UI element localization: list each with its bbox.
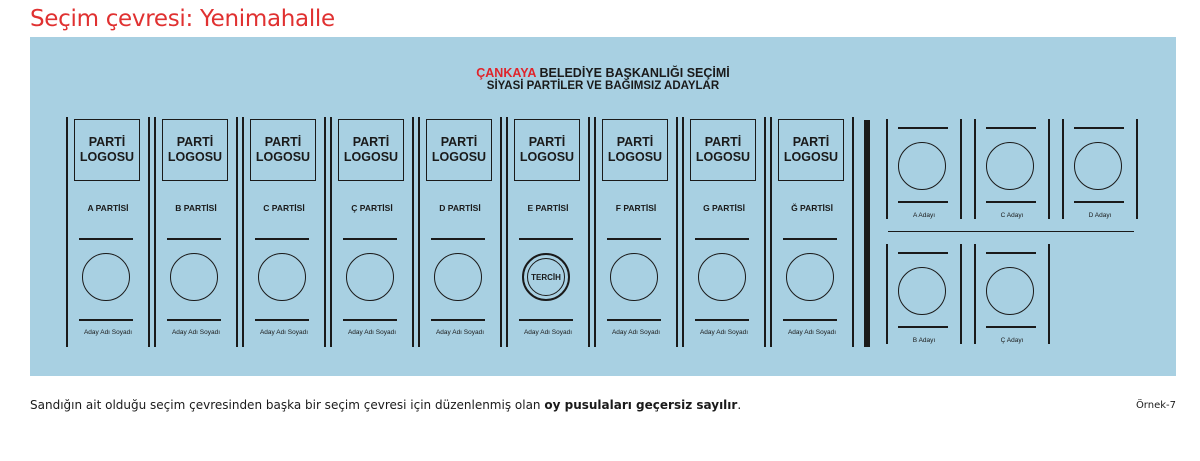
column-border [66, 117, 68, 347]
party-logo-text: PARTİ [616, 135, 654, 149]
divider-line [79, 238, 133, 240]
divider-line [898, 127, 948, 129]
party-logo-box [74, 119, 140, 181]
column-border [412, 117, 414, 347]
candidate-name: Aday Adı Soyadı [435, 329, 485, 336]
column-border [974, 244, 976, 344]
party-column [770, 117, 854, 347]
candidate-name: Aday Adı Soyadı [787, 329, 837, 336]
column-border [886, 119, 888, 219]
independent-candidate [1062, 119, 1138, 219]
column-border [588, 117, 590, 347]
party-column [506, 117, 590, 347]
divider-line [167, 238, 221, 240]
footer-note [30, 398, 741, 412]
party-logo-text: LOGOSU [431, 150, 487, 164]
column-border [1136, 119, 1138, 219]
party-column [242, 117, 326, 347]
column-border [852, 117, 854, 347]
party-column [594, 117, 678, 347]
divider-line [783, 319, 837, 321]
divider-line [986, 127, 1036, 129]
party-column [66, 117, 150, 347]
party-logo-text: LOGOSU [607, 150, 663, 164]
vote-circle[interactable] [786, 253, 834, 301]
party-logo-box [250, 119, 316, 181]
divider-line [255, 319, 309, 321]
column-border [974, 119, 976, 219]
divider-line [986, 326, 1036, 328]
party-logo-text: LOGOSU [255, 150, 311, 164]
vote-circle[interactable] [82, 253, 130, 301]
independent-name: B Adayı [912, 337, 936, 344]
divider-line [783, 238, 837, 240]
party-logo-box [162, 119, 228, 181]
divider-line [431, 238, 485, 240]
divider-line [1074, 201, 1124, 203]
vote-circle[interactable] [170, 253, 218, 301]
tercih-stamp[interactable] [522, 253, 570, 301]
party-name: Ğ PARTİSİ [791, 203, 833, 213]
vote-circle[interactable] [346, 253, 394, 301]
column-border [148, 117, 150, 347]
column-border [682, 117, 684, 347]
divider-line [343, 238, 397, 240]
divider-line [607, 238, 661, 240]
party-logo-text: LOGOSU [79, 150, 135, 164]
vote-circle[interactable] [434, 253, 482, 301]
divider-line [255, 238, 309, 240]
column-border [770, 117, 772, 347]
independent-candidate [886, 244, 962, 344]
party-logo-text: PARTİ [88, 135, 126, 149]
party-logo-text: PARTİ [440, 135, 478, 149]
candidate-name: Aday Adı Soyadı [171, 329, 221, 336]
vote-circle[interactable] [698, 253, 746, 301]
vote-circle[interactable] [898, 267, 946, 315]
party-logo-text: PARTİ [704, 135, 742, 149]
column-border [1048, 119, 1050, 219]
divider-line [695, 319, 749, 321]
independent-name: D Adayı [1088, 212, 1112, 219]
candidate-name: Aday Adı Soyadı [259, 329, 309, 336]
party-name: Ç PARTİSİ [351, 203, 393, 213]
footer-note-bold: oy pusulaları geçersiz sayılır [544, 398, 738, 412]
party-name: D PARTİSİ [439, 203, 481, 213]
vote-circle[interactable] [258, 253, 306, 301]
party-logo-box [426, 119, 492, 181]
party-logo-box [514, 119, 580, 181]
divider-line [519, 319, 573, 321]
divider-line [343, 319, 397, 321]
divider-line [167, 319, 221, 321]
independent-name: C Adayı [1000, 212, 1024, 219]
ballot-title [30, 66, 1176, 80]
party-name: B PARTİSİ [175, 203, 217, 213]
party-logo-text: LOGOSU [343, 150, 399, 164]
example-label: Örnek-7 [1135, 400, 1176, 411]
candidate-name: Aday Adı Soyadı [699, 329, 749, 336]
column-border [886, 244, 888, 344]
divider-line [79, 319, 133, 321]
party-column [682, 117, 766, 347]
footer-note-end: . [737, 398, 742, 412]
divider-line [519, 238, 573, 240]
party-logo-text: LOGOSU [167, 150, 223, 164]
column-border [154, 117, 156, 347]
vote-circle[interactable] [986, 142, 1034, 190]
column-border [594, 117, 596, 347]
divider-line [986, 201, 1036, 203]
column-border [330, 117, 332, 347]
party-name: A PARTİSİ [87, 203, 129, 213]
footer-note-text: Sandığın ait olduğu seçim çevresinden başka bir seçim çevresi için düzenlenmiş olan [30, 398, 545, 412]
party-column [154, 117, 238, 347]
party-name: F PARTİSİ [615, 203, 657, 213]
party-logo-text: LOGOSU [783, 150, 839, 164]
column-border [500, 117, 502, 347]
column-border [418, 117, 420, 347]
party-logo-text: PARTİ [528, 135, 566, 149]
divider-line [607, 319, 661, 321]
column-border [676, 117, 678, 347]
candidate-name: Aday Adı Soyadı [611, 329, 661, 336]
column-border [236, 117, 238, 347]
party-logo-box [338, 119, 404, 181]
candidate-name: Aday Adı Soyadı [347, 329, 397, 336]
party-logo-text: PARTİ [176, 135, 214, 149]
ballot-subtitle: SİYASİ PARTİLER VE BAĞIMSIZ ADAYLAR [486, 80, 720, 92]
section-divider [864, 120, 870, 347]
party-logo-text: PARTİ [264, 135, 302, 149]
divider-line [898, 201, 948, 203]
vote-circle[interactable] [610, 253, 658, 301]
divider-line [695, 238, 749, 240]
column-border [1062, 119, 1064, 219]
divider-line [986, 252, 1036, 254]
independent-candidate [886, 119, 962, 219]
page-title: Seçim çevresi: Yenimahalle [30, 6, 335, 32]
column-border [324, 117, 326, 347]
row-separator [888, 231, 1134, 232]
party-column [330, 117, 414, 347]
party-logo-text: LOGOSU [519, 150, 575, 164]
column-border [764, 117, 766, 347]
ballot-title-city: ÇANKAYA [476, 66, 536, 80]
divider-line [431, 319, 485, 321]
party-name: C PARTİSİ [263, 203, 305, 213]
party-name: E PARTİSİ [527, 203, 569, 213]
party-name: G PARTİSİ [703, 203, 745, 213]
ballot-title-rest: BELEDİYE BAŞKANLIĞI SEÇİMİ [535, 66, 730, 80]
independent-name: Ç Adayı [1000, 337, 1024, 344]
candidate-name: Aday Adı Soyadı [523, 329, 573, 336]
party-logo-box [690, 119, 756, 181]
divider-line [1074, 127, 1124, 129]
party-logo-text: PARTİ [352, 135, 390, 149]
column-border [960, 244, 962, 344]
column-border [1048, 244, 1050, 344]
divider-line [898, 326, 948, 328]
independent-candidate [974, 244, 1050, 344]
party-logo-box [778, 119, 844, 181]
independent-candidate [974, 119, 1050, 219]
vote-circle[interactable] [1074, 142, 1122, 190]
column-border [960, 119, 962, 219]
ballot-paper [30, 37, 1176, 376]
column-border [506, 117, 508, 347]
party-logo-text: PARTİ [792, 135, 830, 149]
tercih-stamp-label: TERCİH [527, 258, 565, 296]
column-border [242, 117, 244, 347]
vote-circle[interactable] [986, 267, 1034, 315]
party-logo-box [602, 119, 668, 181]
party-column [418, 117, 502, 347]
vote-circle[interactable] [898, 142, 946, 190]
independent-name: A Adayı [912, 212, 936, 219]
divider-line [898, 252, 948, 254]
candidate-name: Aday Adı Soyadı [83, 329, 133, 336]
party-logo-text: LOGOSU [695, 150, 751, 164]
